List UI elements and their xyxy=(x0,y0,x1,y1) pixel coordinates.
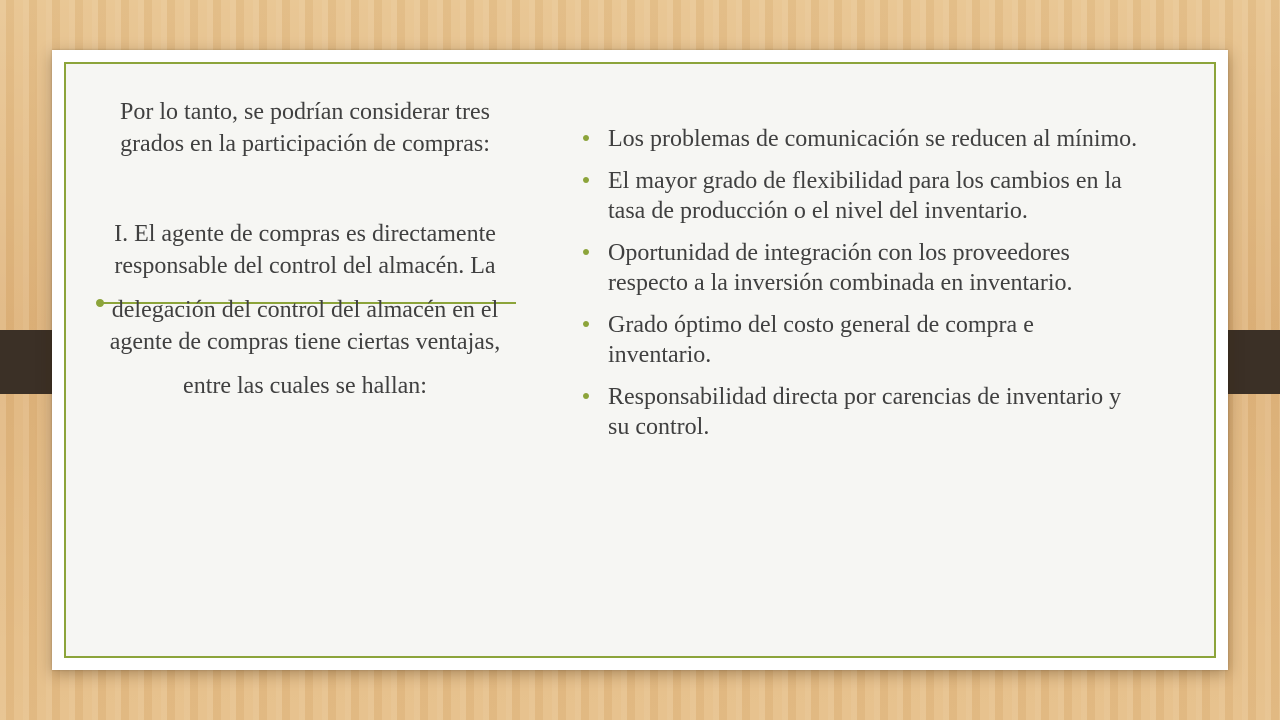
bullet-dot-icon xyxy=(583,249,589,255)
bullet-item xyxy=(580,310,1140,370)
bullet-dot-icon xyxy=(583,393,589,399)
bullet-text: Responsabilidad directa por carencias de inventario y su control. xyxy=(608,384,1122,440)
left-text-column xyxy=(100,96,510,402)
bullet-item xyxy=(580,382,1140,442)
bullet-text: Los problemas de comunicación se reducen al mínimo. xyxy=(608,126,1138,152)
bullet-dot-icon xyxy=(583,321,589,327)
bullet-dot-icon xyxy=(583,177,589,183)
bullet-text: Grado óptimo del costo general de compra e inventario. xyxy=(608,312,1034,368)
bullet-dot-icon xyxy=(583,135,589,141)
bullet-item xyxy=(580,124,1140,154)
right-bullet-column xyxy=(580,124,1140,454)
paragraph-3: entre las cuales se hallan: xyxy=(183,373,427,399)
bullet-item xyxy=(580,238,1140,298)
paragraph-2: delegación del control del almacén en el agente de compras tiene ciertas ventajas, xyxy=(109,297,501,355)
intro-paragraph: Por lo tanto, se podrían considerar tres grados en la participación de compras: xyxy=(120,99,490,157)
bullet-item xyxy=(580,166,1140,226)
bullet-text: El mayor grado de flexibilidad para los cambios en la tasa de producción o el nivel del inventario. xyxy=(608,168,1122,224)
bullet-text: Oportunidad de integración con los proveedores respecto a la inversión combinada en inventario. xyxy=(608,240,1073,296)
paragraph-1: I. El agente de compras es directamente responsable del control del almacén. La xyxy=(114,221,496,279)
bullet-list xyxy=(580,124,1140,442)
